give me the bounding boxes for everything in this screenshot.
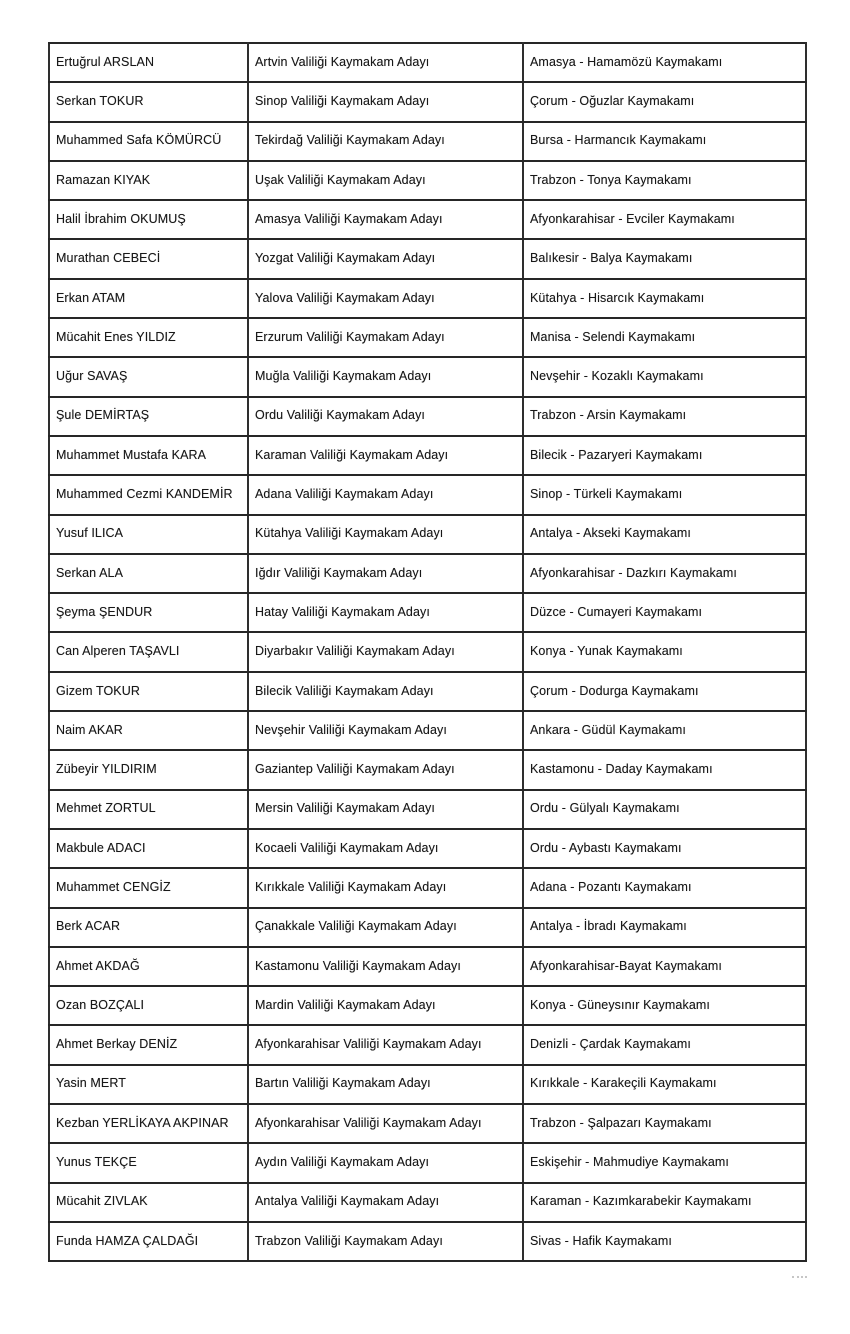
new-assignment-cell: Afyonkarahisar - Evciler Kaymakamı (523, 200, 806, 239)
new-assignment-cell: Trabzon - Tonya Kaymakamı (523, 161, 806, 200)
new-assignment-cell: Eskişehir - Mahmudiye Kaymakamı (523, 1143, 806, 1182)
table-row (49, 1183, 806, 1222)
candidate-name-cell: Naim AKAR (49, 711, 248, 750)
candidate-name-cell: Erkan ATAM (49, 279, 248, 318)
new-assignment-cell: Trabzon - Arsin Kaymakamı (523, 397, 806, 436)
table-row (49, 986, 806, 1025)
table-row (49, 436, 806, 475)
table-row (49, 829, 806, 868)
current-duty-cell: Ordu Valiliği Kaymakam Adayı (248, 397, 523, 436)
candidate-name-cell: Mücahit Enes YILDIZ (49, 318, 248, 357)
candidate-name-cell: Yusuf ILICA (49, 515, 248, 554)
candidate-name-cell: Yunus TEKÇE (49, 1143, 248, 1182)
candidate-name-cell: Muhammed Safa KÖMÜRCÜ (49, 122, 248, 161)
new-assignment-cell: Kütahya - Hisarcık Kaymakamı (523, 279, 806, 318)
candidate-name-cell: Halil İbrahim OKUMUŞ (49, 200, 248, 239)
current-duty-cell: Kırıkkale Valiliği Kaymakam Adayı (248, 868, 523, 907)
table-row (49, 239, 806, 278)
new-assignment-cell: Sinop - Türkeli Kaymakamı (523, 475, 806, 514)
current-duty-cell: Çanakkale Valiliği Kaymakam Adayı (248, 908, 523, 947)
current-duty-cell: Iğdır Valiliği Kaymakam Adayı (248, 554, 523, 593)
new-assignment-cell: Bilecik - Pazaryeri Kaymakamı (523, 436, 806, 475)
current-duty-cell: Mersin Valiliği Kaymakam Adayı (248, 790, 523, 829)
table-row (49, 947, 806, 986)
candidate-name-cell: Funda HAMZA ÇALDAĞI (49, 1222, 248, 1261)
candidate-name-cell: Ozan BOZÇALI (49, 986, 248, 1025)
new-assignment-cell: Çorum - Oğuzlar Kaymakamı (523, 82, 806, 121)
candidate-name-cell: Zübeyir YILDIRIM (49, 750, 248, 789)
current-duty-cell: Bartın Valiliği Kaymakam Adayı (248, 1065, 523, 1104)
table-row (49, 161, 806, 200)
appointments-table-body (49, 43, 806, 1261)
candidate-name-cell: Serkan TOKUR (49, 82, 248, 121)
candidate-name-cell: Kezban YERLİKAYA AKPINAR (49, 1104, 248, 1143)
new-assignment-cell: Manisa - Selendi Kaymakamı (523, 318, 806, 357)
table-row (49, 515, 806, 554)
new-assignment-cell: Trabzon - Şalpazarı Kaymakamı (523, 1104, 806, 1143)
new-assignment-cell: Amasya - Hamamözü Kaymakamı (523, 43, 806, 82)
table-row (49, 1143, 806, 1182)
table-row (49, 1065, 806, 1104)
new-assignment-cell: Afyonkarahisar-Bayat Kaymakamı (523, 947, 806, 986)
table-row (49, 475, 806, 514)
candidate-name-cell: Muhammed Cezmi KANDEMİR (49, 475, 248, 514)
current-duty-cell: Nevşehir Valiliği Kaymakam Adayı (248, 711, 523, 750)
current-duty-cell: Afyonkarahisar Valiliği Kaymakam Adayı (248, 1104, 523, 1143)
new-assignment-cell: Kastamonu - Daday Kaymakamı (523, 750, 806, 789)
candidate-name-cell: Ahmet AKDAĞ (49, 947, 248, 986)
current-duty-cell: Amasya Valiliği Kaymakam Adayı (248, 200, 523, 239)
current-duty-cell: Trabzon Valiliği Kaymakam Adayı (248, 1222, 523, 1261)
current-duty-cell: Kütahya Valiliği Kaymakam Adayı (248, 515, 523, 554)
candidate-name-cell: Ertuğrul ARSLAN (49, 43, 248, 82)
new-assignment-cell: Adana - Pozantı Kaymakamı (523, 868, 806, 907)
candidate-name-cell: Yasin MERT (49, 1065, 248, 1104)
new-assignment-cell: Düzce - Cumayeri Kaymakamı (523, 593, 806, 632)
current-duty-cell: Kastamonu Valiliği Kaymakam Adayı (248, 947, 523, 986)
current-duty-cell: Erzurum Valiliği Kaymakam Adayı (248, 318, 523, 357)
candidate-name-cell: Ramazan KIYAK (49, 161, 248, 200)
table-row (49, 1025, 806, 1064)
candidate-name-cell: Serkan ALA (49, 554, 248, 593)
scan-artifact-dash (792, 1276, 807, 1280)
table-row (49, 711, 806, 750)
table-row (49, 750, 806, 789)
table-row (49, 790, 806, 829)
new-assignment-cell: Kırıkkale - Karakeçili Kaymakamı (523, 1065, 806, 1104)
table-row (49, 82, 806, 121)
current-duty-cell: Mardin Valiliği Kaymakam Adayı (248, 986, 523, 1025)
table-row (49, 593, 806, 632)
candidate-name-cell: Muhammet Mustafa KARA (49, 436, 248, 475)
table-row (49, 1104, 806, 1143)
current-duty-cell: Karaman Valiliği Kaymakam Adayı (248, 436, 523, 475)
current-duty-cell: Muğla Valiliği Kaymakam Adayı (248, 357, 523, 396)
new-assignment-cell: Antalya - Akseki Kaymakamı (523, 515, 806, 554)
candidate-name-cell: Mücahit ZIVLAK (49, 1183, 248, 1222)
table-row (49, 868, 806, 907)
table-row (49, 554, 806, 593)
current-duty-cell: Sinop Valiliği Kaymakam Adayı (248, 82, 523, 121)
table-row (49, 1222, 806, 1261)
candidate-name-cell: Şeyma ŞENDUR (49, 593, 248, 632)
new-assignment-cell: Antalya - İbradı Kaymakamı (523, 908, 806, 947)
table-row (49, 397, 806, 436)
current-duty-cell: Aydın Valiliği Kaymakam Adayı (248, 1143, 523, 1182)
current-duty-cell: Bilecik Valiliği Kaymakam Adayı (248, 672, 523, 711)
candidate-name-cell: Murathan CEBECİ (49, 239, 248, 278)
current-duty-cell: Uşak Valiliği Kaymakam Adayı (248, 161, 523, 200)
candidate-name-cell: Gizem TOKUR (49, 672, 248, 711)
table-row (49, 200, 806, 239)
appointments-table (48, 42, 807, 1262)
candidate-name-cell: Makbule ADACI (49, 829, 248, 868)
table-row (49, 43, 806, 82)
new-assignment-cell: Konya - Yunak Kaymakamı (523, 632, 806, 671)
new-assignment-cell: Balıkesir - Balya Kaymakamı (523, 239, 806, 278)
new-assignment-cell: Konya - Güneysınır Kaymakamı (523, 986, 806, 1025)
new-assignment-cell: Sivas - Hafik Kaymakamı (523, 1222, 806, 1261)
new-assignment-cell: Bursa - Harmancık Kaymakamı (523, 122, 806, 161)
candidate-name-cell: Berk ACAR (49, 908, 248, 947)
new-assignment-cell: Ordu - Gülyalı Kaymakamı (523, 790, 806, 829)
table-row (49, 279, 806, 318)
new-assignment-cell: Ordu - Aybastı Kaymakamı (523, 829, 806, 868)
current-duty-cell: Tekirdağ Valiliği Kaymakam Adayı (248, 122, 523, 161)
candidate-name-cell: Muhammet CENGİZ (49, 868, 248, 907)
table-row (49, 632, 806, 671)
table-row (49, 122, 806, 161)
new-assignment-cell: Afyonkarahisar - Dazkırı Kaymakamı (523, 554, 806, 593)
current-duty-cell: Kocaeli Valiliği Kaymakam Adayı (248, 829, 523, 868)
candidate-name-cell: Mehmet ZORTUL (49, 790, 248, 829)
new-assignment-cell: Nevşehir - Kozaklı Kaymakamı (523, 357, 806, 396)
current-duty-cell: Yozgat Valiliği Kaymakam Adayı (248, 239, 523, 278)
table-row (49, 318, 806, 357)
candidate-name-cell: Can Alperen TAŞAVLI (49, 632, 248, 671)
new-assignment-cell: Ankara - Güdül Kaymakamı (523, 711, 806, 750)
current-duty-cell: Gaziantep Valiliği Kaymakam Adayı (248, 750, 523, 789)
table-row (49, 357, 806, 396)
new-assignment-cell: Çorum - Dodurga Kaymakamı (523, 672, 806, 711)
current-duty-cell: Afyonkarahisar Valiliği Kaymakam Adayı (248, 1025, 523, 1064)
new-assignment-cell: Karaman - Kazımkarabekir Kaymakamı (523, 1183, 806, 1222)
current-duty-cell: Adana Valiliği Kaymakam Adayı (248, 475, 523, 514)
table-row (49, 908, 806, 947)
candidate-name-cell: Uğur SAVAŞ (49, 357, 248, 396)
current-duty-cell: Yalova Valiliği Kaymakam Adayı (248, 279, 523, 318)
table-row (49, 672, 806, 711)
current-duty-cell: Artvin Valiliği Kaymakam Adayı (248, 43, 523, 82)
new-assignment-cell: Denizli - Çardak Kaymakamı (523, 1025, 806, 1064)
current-duty-cell: Antalya Valiliği Kaymakam Adayı (248, 1183, 523, 1222)
candidate-name-cell: Ahmet Berkay DENİZ (49, 1025, 248, 1064)
candidate-name-cell: Şule DEMİRTAŞ (49, 397, 248, 436)
current-duty-cell: Diyarbakır Valiliği Kaymakam Adayı (248, 632, 523, 671)
current-duty-cell: Hatay Valiliği Kaymakam Adayı (248, 593, 523, 632)
